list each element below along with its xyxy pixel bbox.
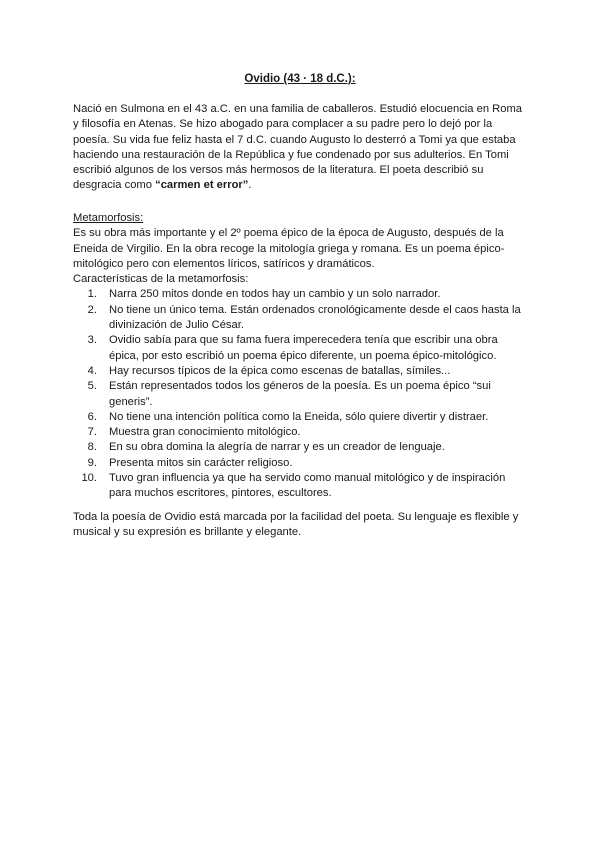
list-number: 3. (87, 334, 97, 347)
list-number: 6. (87, 410, 97, 423)
list-text: Muestra gran conocimiento mitológico. (109, 426, 301, 439)
metamorfosis-section (73, 211, 528, 502)
list-number: 2. (87, 303, 97, 316)
list-item (73, 379, 528, 410)
list-number: 10. (81, 472, 97, 485)
list-item (73, 440, 528, 455)
intro-bold-phrase: “carmen et error” (155, 179, 249, 192)
list-item (73, 287, 528, 302)
list-number: 1. (87, 288, 97, 301)
list-item (73, 410, 528, 425)
list-number: 8. (87, 441, 97, 454)
list-item (73, 456, 528, 471)
characteristics-label: Características de la metamorfosis: (73, 273, 249, 286)
characteristics-list (73, 287, 528, 501)
closing-paragraph: Toda la poesía de Ovidio está marcada por la facilidad del poeta. Su lenguaje es flexible y musical y su expresión es brillante y elegante. (73, 511, 519, 539)
section-heading: Metamorfosis: (73, 212, 144, 224)
list-text: No tiene una intención política como la Eneida, sólo quiere divertir y distraer. (109, 410, 489, 423)
list-item (73, 364, 528, 379)
list-text: Ovidio sabía para que su fama fuera imperecedera tenía que escribir una obra épica, por esto escribió un poema épico diferente, un poema épico-mitológico. (109, 334, 498, 362)
list-number: 5. (87, 380, 97, 393)
list-text: Están representados todos los géneros de la poesía. Es un poema épico “sui generis”. (109, 380, 491, 408)
list-number: 9. (87, 456, 97, 469)
intro-text: Nació en Sulmona en el 43 a.C. en una familia de caballeros. Estudió elocuencia en Roma y filosofía en Atenas. Se hizo abogado para complacer a su padre pero lo dejó por la poesía. Su vida fue feliz hasta el 7 d.C. cuando Augusto lo desterró a Tomi ya que estaba haciendo una restauración de la República y fue condenado por sus adulterios. En Tomi escribió algunos de los versos más hermosos de la literatura. El poeta describió su desgracia como (73, 103, 523, 192)
list-item (73, 303, 528, 334)
list-item (73, 425, 528, 440)
list-text: Narra 250 mitos donde en todos hay un cambio y un solo narrador. (109, 288, 441, 301)
intro-end: . (248, 179, 252, 192)
list-text: Presenta mitos sin carácter religioso. (109, 456, 293, 469)
section-paragraph: Es su obra más importante y el 2º poema épico de la época de Augusto, después de la Eneida de Virgilio. En la obra recoge la mitología griega y romana. Es un poema épico-mitológico pero con elementos líricos, satíricos y dramáticos. (73, 227, 505, 270)
list-item (73, 333, 528, 364)
list-number: 4. (87, 364, 97, 377)
list-text: Tuvo gran influencia ya que ha servido como manual mitológico y de inspiración para muchos escritores, pintores, escultores. (109, 472, 506, 500)
list-text: No tiene un único tema. Están ordenados cronológicamente desde el caos hasta la divinización de Julio César. (109, 303, 521, 332)
list-text: En su obra domina la alegría de narrar y es un creador de lenguaje. (109, 441, 445, 454)
page-title: Ovidio (43 · 18 d.C.): (244, 73, 356, 85)
list-number: 7. (87, 426, 97, 439)
intro-paragraph (73, 102, 528, 194)
list-text: Hay recursos típicos de la épica como escenas de batallas, símiles... (109, 364, 451, 377)
list-item (73, 471, 528, 502)
